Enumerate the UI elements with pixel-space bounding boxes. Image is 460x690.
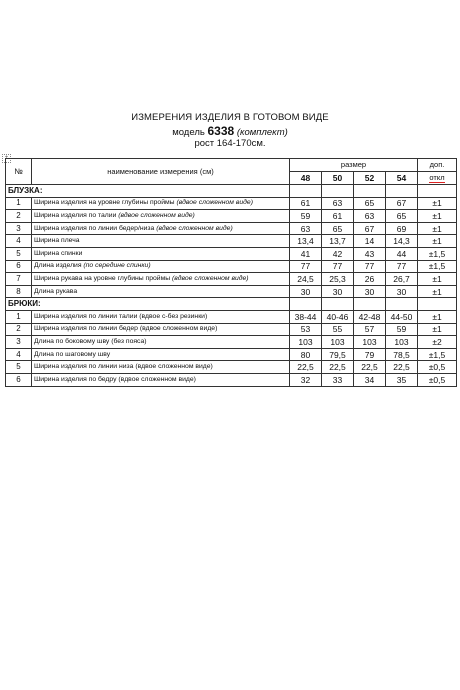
tolerance-value: ±1,5 bbox=[418, 247, 457, 260]
tolerance-value: ±1 bbox=[418, 197, 457, 210]
row-number: 3 bbox=[6, 222, 32, 235]
size-value: 43 bbox=[354, 247, 386, 260]
table-row bbox=[6, 361, 457, 374]
empty-cell bbox=[386, 185, 418, 198]
model-number: 6338 bbox=[207, 124, 235, 138]
table-row bbox=[6, 373, 457, 386]
size-value: 61 bbox=[290, 197, 322, 210]
size-value: 22,5 bbox=[386, 361, 418, 374]
size-value: 25,3 bbox=[322, 273, 354, 286]
tolerance-value: ±1,5 bbox=[418, 260, 457, 273]
tolerance-value: ±1,5 bbox=[418, 348, 457, 361]
size-value: 30 bbox=[322, 285, 354, 298]
size-value: 77 bbox=[354, 260, 386, 273]
size-value: 80 bbox=[290, 348, 322, 361]
size-value: 67 bbox=[354, 222, 386, 235]
measurement-name bbox=[32, 273, 290, 286]
measurement-name bbox=[32, 323, 290, 336]
size-value: 79,5 bbox=[322, 348, 354, 361]
table-row bbox=[6, 310, 457, 323]
size-value: 63 bbox=[354, 210, 386, 223]
tolerance-value: ±1 bbox=[418, 273, 457, 286]
measurement-label: Длина изделия bbox=[34, 262, 82, 270]
measurement-label: Длина рукава bbox=[34, 287, 78, 295]
table-row bbox=[6, 197, 457, 210]
empty-cell bbox=[418, 298, 457, 311]
size-value: 34 bbox=[354, 373, 386, 386]
size-value: 40-46 bbox=[322, 310, 354, 323]
size-value: 65 bbox=[386, 210, 418, 223]
size-value: 41 bbox=[290, 247, 322, 260]
measurement-label: Ширина плеча bbox=[34, 237, 80, 245]
size-value: 14 bbox=[354, 235, 386, 248]
col-header-tolerance-2: откл bbox=[418, 172, 457, 185]
measurement-name bbox=[32, 373, 290, 386]
row-number: 5 bbox=[6, 361, 32, 374]
measurement-name bbox=[32, 336, 290, 349]
size-value: 59 bbox=[290, 210, 322, 223]
size-value: 44-50 bbox=[386, 310, 418, 323]
size-value: 42-48 bbox=[354, 310, 386, 323]
measurement-name bbox=[32, 260, 290, 273]
size-value: 26,7 bbox=[386, 273, 418, 286]
row-number: 6 bbox=[6, 260, 32, 273]
size-value: 63 bbox=[290, 222, 322, 235]
tolerance-value: ±1 bbox=[418, 310, 457, 323]
row-number: 1 bbox=[6, 310, 32, 323]
measurement-name bbox=[32, 285, 290, 298]
table-header-row-1 bbox=[6, 159, 457, 172]
measurement-label: Длина по боковому шву (без пояса) bbox=[34, 337, 147, 345]
tolerance-value: ±2 bbox=[418, 336, 457, 349]
size-value: 26 bbox=[354, 273, 386, 286]
empty-cell bbox=[354, 185, 386, 198]
measurement-note: (вдвое сложенном виде) bbox=[176, 199, 253, 207]
row-number: 2 bbox=[6, 210, 32, 223]
measurement-name bbox=[32, 361, 290, 374]
table-row bbox=[6, 222, 457, 235]
measurement-label: Длина по шаговому шву bbox=[34, 350, 111, 358]
row-number: 3 bbox=[6, 336, 32, 349]
table-row bbox=[6, 348, 457, 361]
size-value: 59 bbox=[386, 323, 418, 336]
size-value: 42 bbox=[322, 247, 354, 260]
table-row bbox=[6, 285, 457, 298]
table-row bbox=[6, 247, 457, 260]
measurement-label: Ширина рукава на уровне глубины проймы bbox=[34, 274, 171, 282]
row-number: 4 bbox=[6, 348, 32, 361]
measurement-name bbox=[32, 222, 290, 235]
col-header-name: наименование измерения (см) bbox=[32, 159, 290, 185]
row-number: 6 bbox=[6, 373, 32, 386]
section-title: БЛУЗКА: bbox=[6, 185, 290, 198]
size-value: 69 bbox=[386, 222, 418, 235]
measurement-label: Ширина изделия по линии бедер (вдвое сложенном виде) bbox=[34, 325, 218, 333]
table-row bbox=[6, 336, 457, 349]
height-line: рост 164-170см. bbox=[194, 138, 266, 149]
col-header-number: № bbox=[6, 159, 32, 185]
size-value: 77 bbox=[290, 260, 322, 273]
col-header-size: размер bbox=[290, 159, 418, 172]
size-value: 103 bbox=[354, 336, 386, 349]
measurement-note: (вдвое сложенном виде) bbox=[172, 274, 249, 282]
table-row bbox=[6, 260, 457, 273]
size-value: 13,7 bbox=[322, 235, 354, 248]
size-value: 22,5 bbox=[322, 361, 354, 374]
size-value: 67 bbox=[386, 197, 418, 210]
size-value: 55 bbox=[322, 323, 354, 336]
size-header: 48 bbox=[290, 172, 322, 185]
measurements-table bbox=[5, 158, 457, 387]
table-row bbox=[6, 323, 457, 336]
measurement-name bbox=[32, 310, 290, 323]
size-value: 32 bbox=[290, 373, 322, 386]
table-row bbox=[6, 210, 457, 223]
measurement-note: (по середине спинки) bbox=[83, 262, 151, 270]
measurement-note: (вдвое сложенном виде) bbox=[118, 211, 195, 219]
table-row bbox=[6, 235, 457, 248]
measurement-label: Ширина изделия по линии низа (вдвое сложенном виде) bbox=[34, 363, 213, 371]
size-value: 78,5 bbox=[386, 348, 418, 361]
empty-cell bbox=[290, 185, 322, 198]
tolerance-value: ±0,5 bbox=[418, 361, 457, 374]
tolerance-value: ±0,5 bbox=[418, 373, 457, 386]
size-value: 14,3 bbox=[386, 235, 418, 248]
size-value: 103 bbox=[290, 336, 322, 349]
size-value: 53 bbox=[290, 323, 322, 336]
model-note: (комплект) bbox=[236, 127, 288, 138]
size-value: 30 bbox=[386, 285, 418, 298]
size-value: 30 bbox=[354, 285, 386, 298]
empty-cell bbox=[386, 298, 418, 311]
tolerance-value: ±1 bbox=[418, 323, 457, 336]
section-title: БРЮКИ: bbox=[6, 298, 290, 311]
size-value: 61 bbox=[322, 210, 354, 223]
row-number: 4 bbox=[6, 235, 32, 248]
measurement-name bbox=[32, 247, 290, 260]
section-row bbox=[6, 298, 457, 311]
measurement-name bbox=[32, 235, 290, 248]
tolerance-value: ±1 bbox=[418, 285, 457, 298]
table-row bbox=[6, 273, 457, 286]
size-value: 77 bbox=[322, 260, 354, 273]
size-value: 103 bbox=[322, 336, 354, 349]
model-line bbox=[0, 124, 460, 138]
tolerance-value: ±1 bbox=[418, 222, 457, 235]
row-number: 1 bbox=[6, 197, 32, 210]
size-value: 44 bbox=[386, 247, 418, 260]
size-value: 77 bbox=[386, 260, 418, 273]
row-number: 8 bbox=[6, 285, 32, 298]
size-value: 33 bbox=[322, 373, 354, 386]
size-value: 30 bbox=[290, 285, 322, 298]
size-value: 57 bbox=[354, 323, 386, 336]
row-number: 2 bbox=[6, 323, 32, 336]
size-header: 52 bbox=[354, 172, 386, 185]
size-value: 22,5 bbox=[290, 361, 322, 374]
measurement-label: Ширина изделия по талии bbox=[34, 211, 117, 219]
tolerance-value: ±1 bbox=[418, 235, 457, 248]
size-value: 103 bbox=[386, 336, 418, 349]
document-title: ИЗМЕРЕНИЯ ИЗДЕЛИЯ В ГОТОВОМ ВИДЕ bbox=[131, 112, 329, 123]
size-value: 13,4 bbox=[290, 235, 322, 248]
model-label: модель bbox=[172, 127, 205, 138]
size-value: 65 bbox=[354, 197, 386, 210]
section-row bbox=[6, 185, 457, 198]
empty-cell bbox=[290, 298, 322, 311]
row-number: 7 bbox=[6, 273, 32, 286]
row-number: 5 bbox=[6, 247, 32, 260]
measurement-label: Ширина изделия по линии бедер/низа bbox=[34, 224, 155, 232]
size-value: 63 bbox=[322, 197, 354, 210]
tolerance-value: ±1 bbox=[418, 210, 457, 223]
measurement-name bbox=[32, 210, 290, 223]
empty-cell bbox=[322, 298, 354, 311]
empty-cell bbox=[322, 185, 354, 198]
size-value: 22,5 bbox=[354, 361, 386, 374]
size-value: 35 bbox=[386, 373, 418, 386]
measurement-label: Ширина изделия на уровне глубины проймы bbox=[34, 199, 175, 207]
measurement-note: (вдвое сложенном виде) bbox=[156, 224, 233, 232]
size-header: 54 bbox=[386, 172, 418, 185]
measurement-name bbox=[32, 197, 290, 210]
table-anchor-icon: + bbox=[2, 154, 11, 163]
empty-cell bbox=[418, 185, 457, 198]
size-value: 79 bbox=[354, 348, 386, 361]
empty-cell bbox=[354, 298, 386, 311]
size-value: 38-44 bbox=[290, 310, 322, 323]
measurement-label: Ширина изделия по бедру (вдвое сложенном виде) bbox=[34, 375, 196, 383]
size-value: 24,5 bbox=[290, 273, 322, 286]
size-value: 65 bbox=[322, 222, 354, 235]
col-header-tolerance: доп. bbox=[418, 159, 457, 172]
size-header: 50 bbox=[322, 172, 354, 185]
measurement-name bbox=[32, 348, 290, 361]
measurement-label: Ширина изделия по линии талии (вдвое с-без резинки) bbox=[34, 312, 208, 320]
measurement-label: Ширина спинки bbox=[34, 249, 83, 257]
